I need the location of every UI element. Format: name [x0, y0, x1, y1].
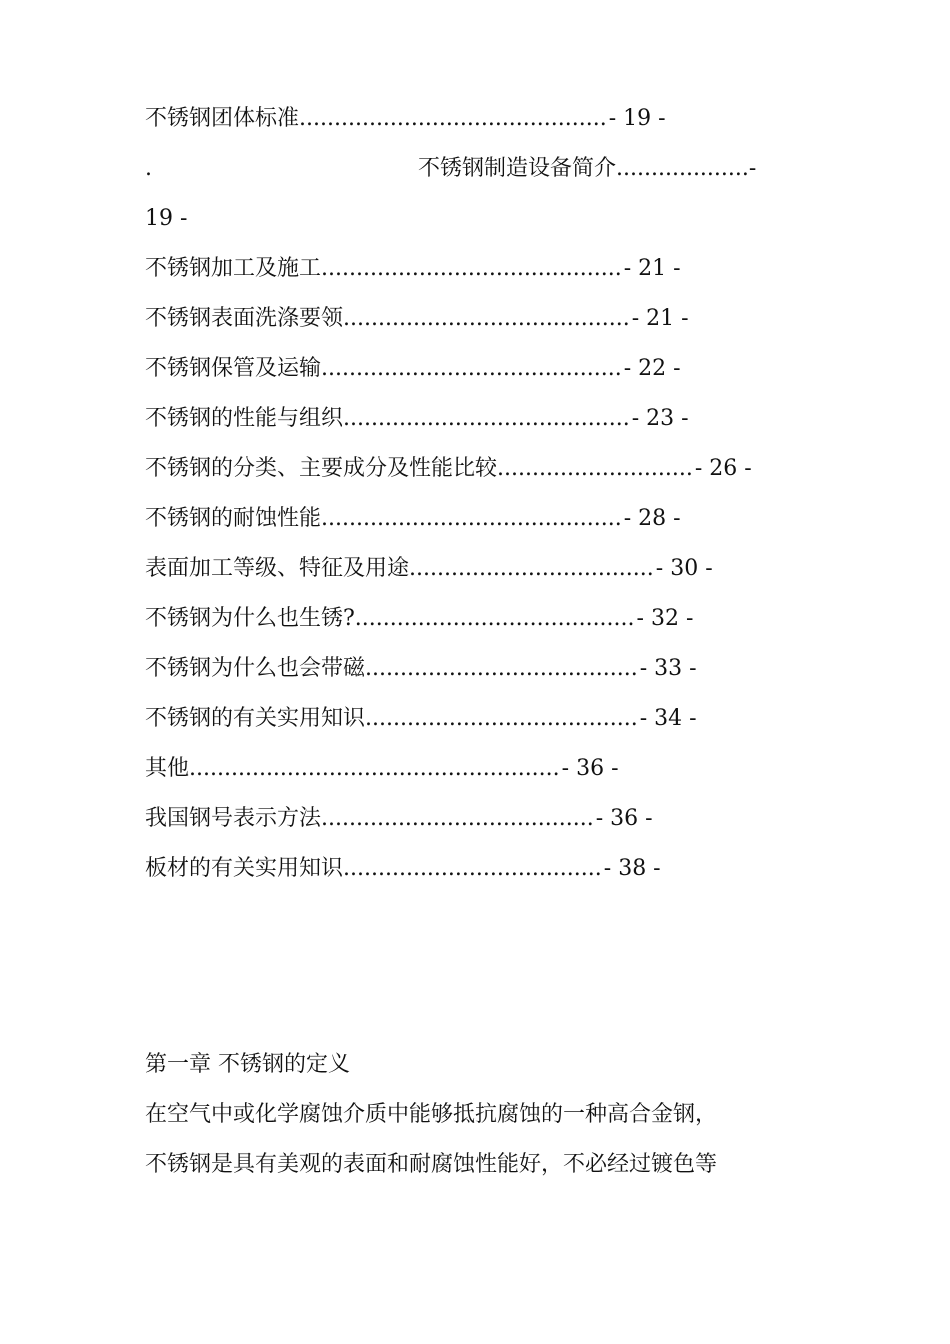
toc-item[interactable] — [145, 354, 681, 384]
toc-item-page: - 30 - — [655, 556, 713, 581]
toc-item-page: - 23 - — [631, 406, 689, 431]
toc-item-split[interactable] — [418, 154, 756, 184]
toc-item-title: 不锈钢的性能与组织 — [145, 406, 344, 431]
toc-item-leader: ........................................... — [321, 256, 622, 281]
toc-item-title: 不锈钢团体标准 — [145, 106, 300, 131]
toc-item-page: - 33 - — [639, 656, 697, 681]
toc-item-page: - 26 - — [694, 456, 752, 481]
toc-item[interactable] — [145, 654, 697, 684]
toc-item-page-start: - — [748, 156, 757, 181]
toc-item-leader: ................................... — [409, 556, 654, 581]
toc-item-leader: ..................................................... — [189, 756, 560, 781]
toc-split-lead: . — [145, 156, 152, 181]
toc-item-leader: ........................................ — [354, 606, 635, 631]
paragraph-line: 在空气中或化学腐蚀介质中能够抵抗腐蚀的一种高合金钢， — [145, 1102, 718, 1127]
toc-item-page: - 32 - — [636, 606, 694, 631]
toc-item-leader: ............................ — [497, 456, 693, 481]
toc-item-title: 不锈钢的耐蚀性能 — [145, 506, 322, 531]
chapter-heading: 第一章 不锈钢的定义 — [145, 1052, 350, 1077]
toc-item[interactable] — [145, 704, 697, 734]
toc-item-title: 表面加工等级、特征及用途 — [145, 556, 410, 581]
toc-item-page: - 22 - — [623, 356, 681, 381]
toc-item-page: - 21 - — [623, 256, 681, 281]
toc-item-page: - 28 - — [623, 506, 681, 531]
toc-item-title: 不锈钢的有关实用知识 — [145, 706, 366, 731]
toc-item-title: 不锈钢为什么也会带磁 — [145, 656, 366, 681]
toc-item-title: 不锈钢保管及运输 — [145, 356, 322, 381]
toc-item-page: - 36 - — [595, 806, 653, 831]
toc-item[interactable] — [145, 754, 619, 784]
toc-item[interactable] — [145, 304, 689, 334]
toc-item-page: - 34 - — [639, 706, 697, 731]
toc-item-leader: ....................................... — [365, 656, 638, 681]
toc-item-leader: ......................................... — [343, 306, 630, 331]
toc-item-page: - 36 - — [561, 756, 619, 781]
toc-item[interactable] — [145, 804, 653, 834]
toc-item-leader: ......................................... — [343, 406, 630, 431]
toc-item-leader: ................... — [616, 156, 749, 181]
toc-item-leader: ........................................... — [321, 356, 622, 381]
paragraph-line: 不锈钢是具有美观的表面和耐腐蚀性能好，不必经过镀色等 — [145, 1152, 718, 1177]
toc-item-page: - 19 - — [608, 106, 666, 131]
toc-item-title: 板材的有关实用知识 — [145, 856, 344, 881]
toc-item-page: - 21 - — [631, 306, 689, 331]
toc-item-leader: ..................................... — [343, 856, 602, 881]
toc-item[interactable] — [145, 404, 689, 434]
toc-item-leader: ............................................ — [299, 106, 607, 131]
toc-item-title: 不锈钢制造设备简介 — [418, 156, 617, 181]
toc-item[interactable] — [145, 454, 752, 484]
toc-item[interactable] — [145, 254, 681, 284]
toc-item-page-continued: 19 - — [145, 206, 188, 231]
toc-item-title: 不锈钢为什么也生锈? — [145, 606, 355, 631]
toc-item-leader: ....................................... — [365, 706, 638, 731]
toc-item[interactable] — [145, 604, 693, 634]
toc-item[interactable] — [145, 104, 666, 134]
toc-item-title: 不锈钢表面洗涤要领 — [145, 306, 344, 331]
toc-item-title: 我国钢号表示方法 — [145, 806, 322, 831]
toc-item-title: 其他 — [145, 756, 190, 781]
toc-item-title: 不锈钢的分类、主要成分及性能比较 — [145, 456, 498, 481]
toc-item-leader: ........................................... — [321, 506, 622, 531]
toc-item-title: 不锈钢加工及施工 — [145, 256, 322, 281]
toc-item-page: - 38 - — [603, 856, 661, 881]
toc-item[interactable] — [145, 554, 713, 584]
toc-item[interactable] — [145, 504, 681, 534]
toc-item-leader: ....................................... — [321, 806, 594, 831]
toc-item[interactable] — [145, 854, 661, 884]
